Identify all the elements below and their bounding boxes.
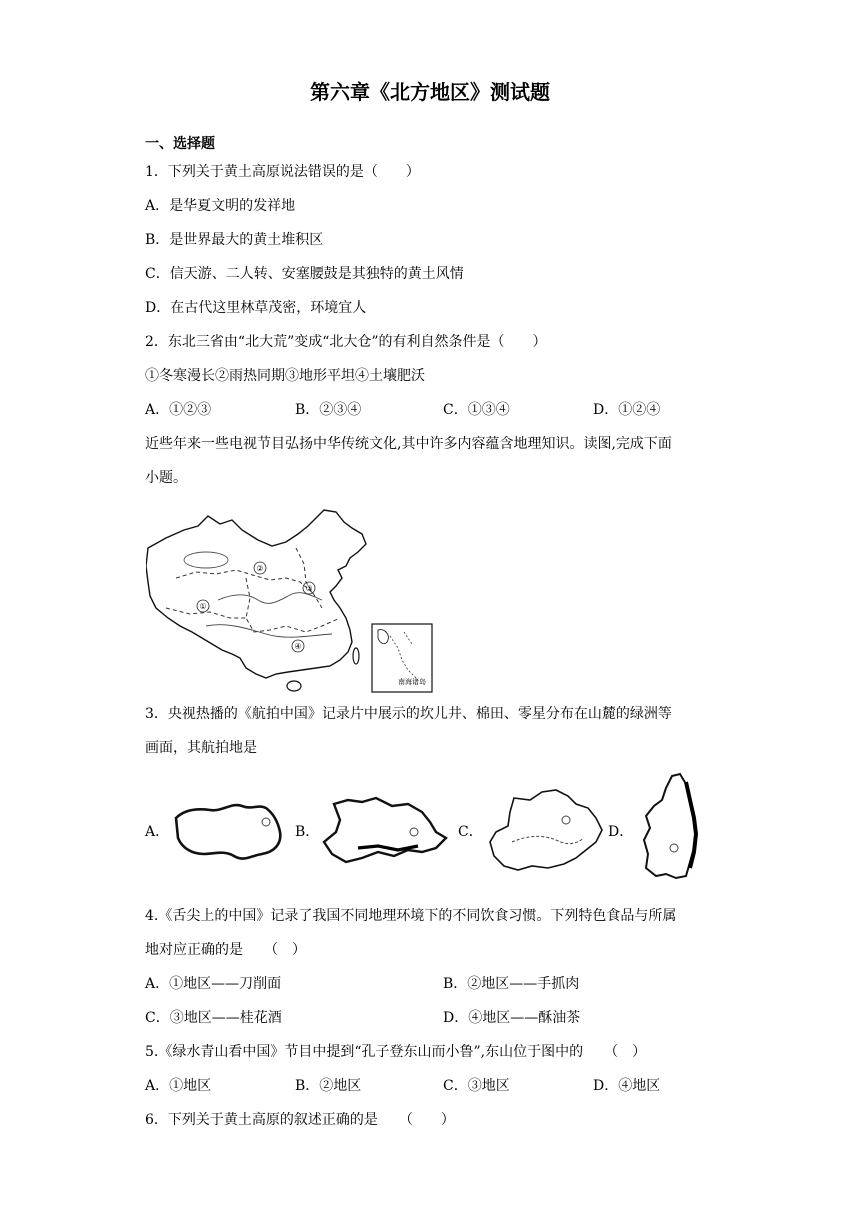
china-outline	[146, 510, 366, 678]
taiwan-island	[353, 648, 359, 664]
question-1-stem: 1．下列关于黄土高原说法错误的是（ ）	[145, 164, 420, 180]
question-6-stem: 6．下列关于黄土高原的叙述正确的是 （ ）	[145, 1112, 455, 1128]
region-boundary-4	[296, 548, 322, 608]
question-2-option-d: D．①②④	[593, 402, 661, 418]
question-3-option-c: C．	[458, 824, 483, 840]
question-2-conditions: ①冬寒漫长②雨热同期③地形平坦④土壤肥沃	[145, 368, 425, 384]
question-2-option-a: A．①②③	[145, 402, 212, 418]
question-1-option-c: C．信天游、二人转、安塞腰鼓是其独特的黄土风情	[145, 266, 464, 282]
question-4-line-1: 4.《舌尖上的中国》记录了我国不同地理环境下的不同饮食习惯。下列特色食品与所属	[145, 908, 677, 924]
question-3-option-b: B．	[295, 824, 320, 840]
question-4-option-c: C．③地区——桂花酒	[145, 1010, 282, 1026]
question-5-option-c: C．③地区	[443, 1078, 510, 1094]
section-heading: 一、选择题	[145, 136, 215, 152]
question-4-option-a: A．①地区——刀削面	[145, 976, 282, 992]
china-region-map	[146, 508, 436, 694]
region-label-1: ①	[199, 602, 207, 611]
region-label-4: ④	[294, 642, 302, 651]
inset-label: 南海诸岛	[398, 678, 426, 686]
question-1-option-b: B．是世界最大的黄土堆积区	[145, 232, 324, 248]
province-shape-d	[636, 770, 704, 884]
question-5-option-b: B．②地区	[295, 1078, 362, 1094]
question-4-option-d: D．④地区——酥油茶	[443, 1010, 581, 1026]
question-2-stem: 2．东北三省由“北大荒”变成“北大仓”的有利自然条件是（ ）	[145, 334, 547, 350]
question-5-option-a: A．①地区	[145, 1078, 212, 1094]
question-2-option-c: C．①③④	[443, 402, 510, 418]
question-3-line-2: 画面，其航拍地是	[145, 740, 257, 756]
question-5-stem: 5.《绿水青山看中国》节目中提到“孔子登东山而小鲁”,东山位于图中的 （ ）	[145, 1044, 647, 1060]
question-3-line-1: 3．央视热播的《航拍中国》记录片中展示的坎儿井、棉田、零星分布在山麓的绿洲等	[145, 706, 672, 722]
question-1-option-d: D．在古代这里林草茂密，环境宜人	[145, 300, 367, 316]
question-2-option-b: B．②③④	[295, 402, 362, 418]
region-boundary-2	[246, 578, 340, 632]
china-map-svg	[146, 508, 436, 694]
question-3-option-d: D．	[608, 824, 634, 840]
region-label-2: ②	[256, 564, 264, 573]
region-label-3: ③	[305, 584, 313, 593]
question-5-option-d: D．④地区	[593, 1078, 661, 1094]
question-3-option-a: A．	[145, 824, 170, 840]
province-shape-c	[484, 784, 608, 878]
province-shape-a	[170, 788, 288, 866]
province-shape-b	[318, 792, 456, 868]
question-4-option-b: B．②地区——手抓肉	[443, 976, 580, 992]
question-4-line-2: 地对应正确的是 （ ）	[145, 942, 306, 958]
question-1-option-a: A．是华夏文明的发祥地	[145, 198, 296, 214]
intro-line-1: 近些年来一些电视节目弘扬中华传统文化,其中许多内容蕴含地理知识。读图,完成下面	[145, 436, 672, 452]
region-boundary-1	[176, 570, 314, 594]
river-yangtze	[206, 625, 332, 637]
page-title: 第六章《北方地区》测试题	[310, 80, 550, 104]
hainan-island	[287, 681, 301, 691]
intro-line-2: 小题。	[145, 470, 187, 486]
river-yellow	[218, 593, 322, 604]
basin-shape	[184, 552, 228, 568]
